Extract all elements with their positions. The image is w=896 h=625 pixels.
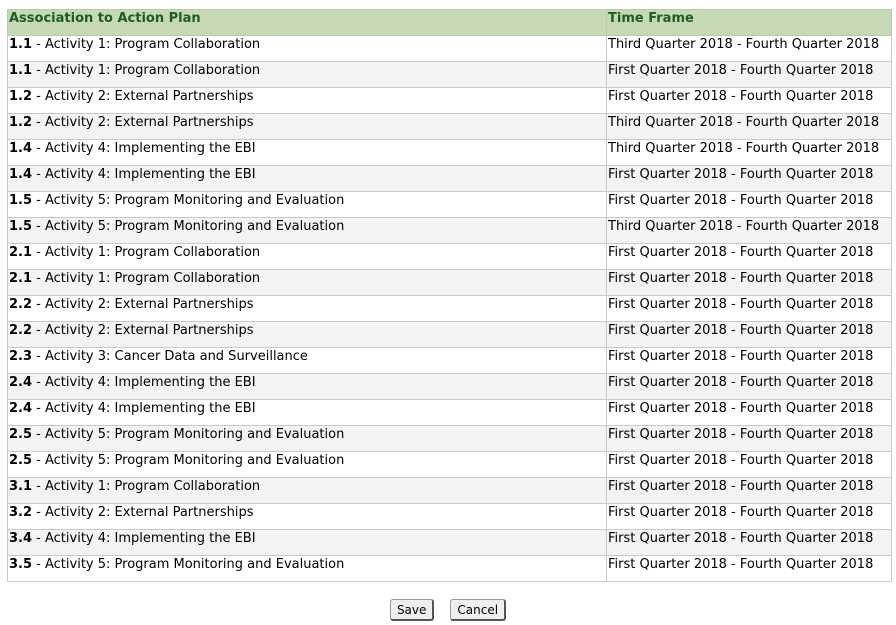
activity-name: - Activity 2: External Partnerships bbox=[32, 505, 254, 520]
association-cell bbox=[8, 296, 607, 322]
table-row bbox=[8, 88, 892, 114]
activity-number: 2.1 bbox=[9, 245, 33, 260]
activity-name: - Activity 2: External Partnerships bbox=[32, 89, 254, 104]
save-button[interactable]: Save bbox=[390, 599, 434, 621]
activity-number: 3.4 bbox=[9, 531, 33, 546]
activity-number: 2.2 bbox=[9, 297, 33, 312]
association-cell bbox=[8, 192, 607, 218]
time-frame-cell: First Quarter 2018 - Fourth Quarter 2018 bbox=[607, 400, 892, 426]
activity-name: - Activity 5: Program Monitoring and Evaluation bbox=[32, 453, 345, 468]
column-header-time-frame: Time Frame bbox=[607, 10, 892, 36]
activity-name: - Activity 2: External Partnerships bbox=[32, 297, 254, 312]
time-frame-cell: First Quarter 2018 - Fourth Quarter 2018 bbox=[607, 62, 892, 88]
time-frame-cell: First Quarter 2018 - Fourth Quarter 2018 bbox=[607, 556, 892, 582]
time-frame-cell: First Quarter 2018 - Fourth Quarter 2018 bbox=[607, 478, 892, 504]
table-body bbox=[8, 36, 892, 582]
activity-name: - Activity 2: External Partnerships bbox=[32, 323, 254, 338]
table-row bbox=[8, 478, 892, 504]
activity-number: 2.5 bbox=[9, 453, 33, 468]
activity-name: - Activity 5: Program Monitoring and Evaluation bbox=[32, 193, 345, 208]
association-cell bbox=[8, 218, 607, 244]
table-row bbox=[8, 400, 892, 426]
column-header-association: Association to Action Plan bbox=[8, 10, 607, 36]
association-cell bbox=[8, 556, 607, 582]
form-buttons bbox=[0, 599, 896, 621]
activity-name: - Activity 1: Program Collaboration bbox=[32, 37, 261, 52]
activity-number: 1.4 bbox=[9, 167, 33, 182]
time-frame-cell: First Quarter 2018 - Fourth Quarter 2018 bbox=[607, 374, 892, 400]
time-frame-cell: Third Quarter 2018 - Fourth Quarter 2018 bbox=[607, 114, 892, 140]
activity-name: - Activity 1: Program Collaboration bbox=[32, 245, 261, 260]
association-cell bbox=[8, 530, 607, 556]
association-cell bbox=[8, 114, 607, 140]
activity-name: - Activity 5: Program Monitoring and Evaluation bbox=[32, 219, 345, 234]
time-frame-cell: First Quarter 2018 - Fourth Quarter 2018 bbox=[607, 504, 892, 530]
table-row bbox=[8, 426, 892, 452]
association-cell bbox=[8, 426, 607, 452]
activity-number: 2.4 bbox=[9, 375, 33, 390]
table-row bbox=[8, 530, 892, 556]
time-frame-cell: First Quarter 2018 - Fourth Quarter 2018 bbox=[607, 296, 892, 322]
association-cell bbox=[8, 322, 607, 348]
activity-name: - Activity 2: External Partnerships bbox=[32, 115, 254, 130]
activity-number: 2.1 bbox=[9, 271, 33, 286]
association-cell bbox=[8, 452, 607, 478]
association-cell bbox=[8, 244, 607, 270]
cancel-button[interactable]: Cancel bbox=[450, 599, 506, 621]
association-cell bbox=[8, 400, 607, 426]
table-row bbox=[8, 270, 892, 296]
association-cell bbox=[8, 504, 607, 530]
table-row bbox=[8, 166, 892, 192]
activity-number: 2.4 bbox=[9, 401, 33, 416]
activity-number: 2.2 bbox=[9, 323, 33, 338]
time-frame-cell: First Quarter 2018 - Fourth Quarter 2018 bbox=[607, 270, 892, 296]
association-cell bbox=[8, 348, 607, 374]
activity-name: - Activity 4: Implementing the EBI bbox=[32, 375, 256, 390]
activity-number: 1.1 bbox=[9, 63, 33, 78]
activity-name: - Activity 5: Program Monitoring and Evaluation bbox=[32, 427, 345, 442]
time-frame-cell: Third Quarter 2018 - Fourth Quarter 2018 bbox=[607, 218, 892, 244]
table-header-row bbox=[8, 10, 892, 36]
association-cell bbox=[8, 166, 607, 192]
activity-name: - Activity 4: Implementing the EBI bbox=[32, 401, 256, 416]
table-row bbox=[8, 244, 892, 270]
association-cell bbox=[8, 270, 607, 296]
time-frame-cell: First Quarter 2018 - Fourth Quarter 2018 bbox=[607, 88, 892, 114]
activity-number: 1.2 bbox=[9, 89, 33, 104]
table-row bbox=[8, 296, 892, 322]
activity-number: 2.3 bbox=[9, 349, 33, 364]
time-frame-cell: First Quarter 2018 - Fourth Quarter 2018 bbox=[607, 166, 892, 192]
table-row bbox=[8, 452, 892, 478]
table-row bbox=[8, 140, 892, 166]
activity-name: - Activity 4: Implementing the EBI bbox=[32, 141, 256, 156]
table-row bbox=[8, 348, 892, 374]
time-frame-cell: First Quarter 2018 - Fourth Quarter 2018 bbox=[607, 244, 892, 270]
association-cell bbox=[8, 478, 607, 504]
association-cell bbox=[8, 62, 607, 88]
time-frame-cell: First Quarter 2018 - Fourth Quarter 2018 bbox=[607, 192, 892, 218]
association-cell bbox=[8, 374, 607, 400]
action-plan-table bbox=[7, 9, 892, 582]
table-row bbox=[8, 556, 892, 582]
activity-number: 1.1 bbox=[9, 37, 33, 52]
activity-name: - Activity 4: Implementing the EBI bbox=[32, 167, 256, 182]
activity-name: - Activity 4: Implementing the EBI bbox=[32, 531, 256, 546]
table-row bbox=[8, 218, 892, 244]
activity-number: 1.4 bbox=[9, 141, 33, 156]
association-cell bbox=[8, 140, 607, 166]
table-row bbox=[8, 62, 892, 88]
activity-number: 1.5 bbox=[9, 193, 33, 208]
table-row bbox=[8, 192, 892, 218]
time-frame-cell: First Quarter 2018 - Fourth Quarter 2018 bbox=[607, 348, 892, 374]
activity-name: - Activity 1: Program Collaboration bbox=[32, 271, 261, 286]
activity-number: 1.5 bbox=[9, 219, 33, 234]
activity-number: 3.1 bbox=[9, 479, 33, 494]
activity-name: - Activity 1: Program Collaboration bbox=[32, 63, 261, 78]
table-row bbox=[8, 114, 892, 140]
time-frame-cell: Third Quarter 2018 - Fourth Quarter 2018 bbox=[607, 140, 892, 166]
activity-number: 3.5 bbox=[9, 557, 33, 572]
time-frame-cell: First Quarter 2018 - Fourth Quarter 2018 bbox=[607, 530, 892, 556]
activity-name: - Activity 1: Program Collaboration bbox=[32, 479, 261, 494]
activity-name: - Activity 3: Cancer Data and Surveillance bbox=[32, 349, 308, 364]
time-frame-cell: Third Quarter 2018 - Fourth Quarter 2018 bbox=[607, 36, 892, 62]
association-cell bbox=[8, 88, 607, 114]
table-row bbox=[8, 36, 892, 62]
time-frame-cell: First Quarter 2018 - Fourth Quarter 2018 bbox=[607, 426, 892, 452]
activity-number: 2.5 bbox=[9, 427, 33, 442]
time-frame-cell: First Quarter 2018 - Fourth Quarter 2018 bbox=[607, 322, 892, 348]
activity-number: 1.2 bbox=[9, 115, 33, 130]
table-row bbox=[8, 504, 892, 530]
time-frame-cell: First Quarter 2018 - Fourth Quarter 2018 bbox=[607, 452, 892, 478]
table-row bbox=[8, 374, 892, 400]
activity-name: - Activity 5: Program Monitoring and Evaluation bbox=[32, 557, 345, 572]
activity-number: 3.2 bbox=[9, 505, 33, 520]
action-plan-table-container bbox=[7, 9, 891, 582]
association-cell bbox=[8, 36, 607, 62]
table-row bbox=[8, 322, 892, 348]
